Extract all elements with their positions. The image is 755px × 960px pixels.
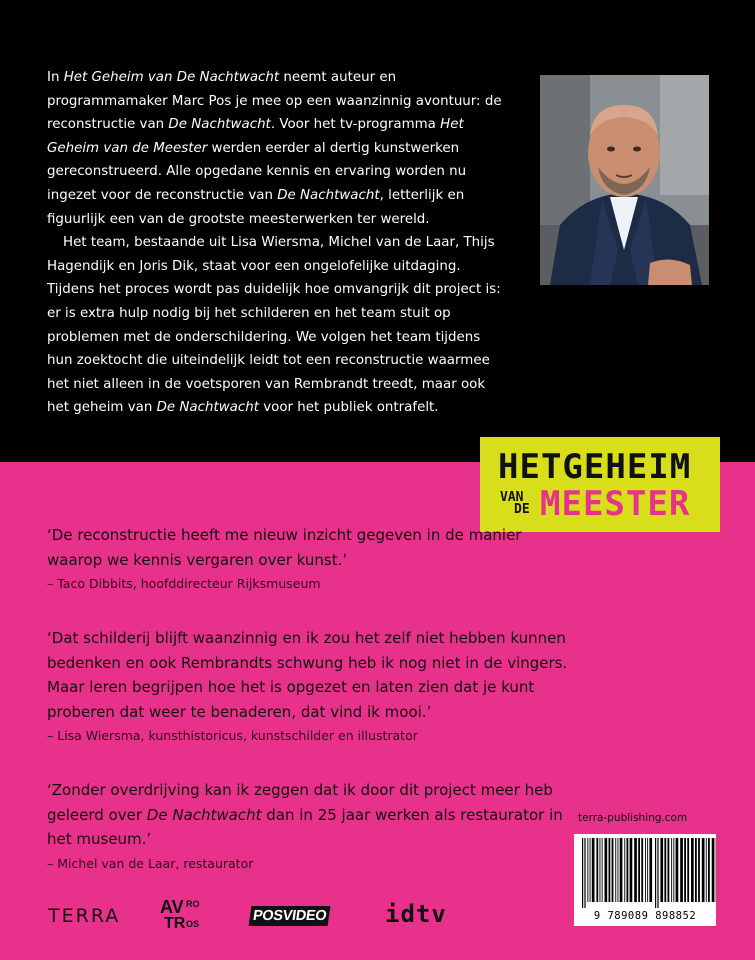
quote-attribution: – Lisa Wiersma, kunsthistoricus, kunstschilder en illustrator	[47, 728, 418, 743]
quote-attribution: – Taco Dibbits, hoofddirecteur Rijksmuseum	[47, 576, 321, 591]
barcode-bar	[620, 838, 623, 902]
barcode-bar	[612, 838, 614, 902]
barcode-bar	[664, 838, 666, 902]
barcode-bar	[695, 838, 697, 902]
author-portrait-illustration	[540, 75, 709, 285]
barcode-bar	[673, 838, 674, 902]
barcode-bar	[660, 838, 663, 902]
logo-het-geheim: HETGEHEIM	[498, 447, 692, 487]
barcode-bar	[668, 838, 670, 902]
barcode-bar	[605, 838, 608, 902]
barcode-bar	[596, 838, 598, 902]
avrotros-logo	[160, 898, 220, 938]
barcode-bar	[592, 838, 595, 902]
quote-text: ‘Dat schilderij blijft waanzinnig en ik zou het zelf niet hebben kunnen bedenken en ook Rembrandts schwung heb ik nog niet in de vingers. Maar leren begrijpen hoe het is opgezet en laten zien dat je kunt proberen dat weer te benaderen, dat vind ik mooi.’	[47, 629, 568, 721]
idtv-logo: idtv	[385, 900, 447, 928]
barcode-bar	[627, 838, 629, 902]
barcode-bar	[634, 838, 637, 902]
barcode-bar	[680, 838, 683, 902]
barcode-bar	[615, 838, 616, 902]
barcode-bar	[630, 838, 633, 902]
quote-2	[47, 626, 577, 745]
barcode-bar	[691, 838, 694, 902]
barcode-bar	[645, 838, 646, 902]
logo-de: DE	[514, 502, 530, 517]
barcode-bar	[600, 838, 601, 902]
quote-text: ‘Zonder overdrijving kan ik zeggen dat ik door dit project meer heb geleerd over De Nachtwacht dan in 25 jaar werken als restaurator in het museum.’	[47, 781, 563, 848]
barcode-bar	[684, 838, 686, 902]
publisher-website: terra-publishing.com	[578, 812, 688, 824]
barcode-bar	[702, 838, 705, 902]
barcode-bar	[708, 838, 710, 902]
blurb-text	[47, 66, 507, 420]
quote-attribution: – Michel van de Laar, restaurator	[47, 855, 254, 871]
barcode-bars	[574, 834, 716, 910]
barcode-bar	[602, 838, 603, 902]
barcode-bar	[649, 838, 652, 902]
posvideo-logo: POSVIDEO	[249, 906, 331, 926]
barcode-bar	[590, 838, 591, 902]
author-photo	[540, 75, 709, 285]
avrotros-os: OS	[186, 919, 200, 929]
blurb-paragraph-2: Het team, bestaande uit Lisa Wiersma, Michel van de Laar, Thijs Hagendijk en Joris Dik, staat voor een ongelofelijke uitdaging. Tijdens het proces wordt pas duidelijk hoe omvangrijk dit project is: er is extra hulp nodig bij het schilderen en het team stuit op problemen met de onderschildering. We volgen het team tijdens hun zoektocht die uiteindelijk leidt tot een reconstructie waarmee het niet alleen in de voetsporen van Rembrandt treedt, maar ook het geheim van De Nachtwacht voor het publiek ontrafelt.	[47, 235, 501, 416]
terra-logo: TERRA	[48, 905, 121, 927]
isbn-barcode	[574, 834, 716, 926]
barcode-bar	[676, 838, 679, 902]
avrotros-tr: TR	[164, 915, 186, 932]
barcode-bar	[641, 838, 643, 902]
barcode-bar	[687, 838, 689, 902]
logo-van: VAN	[500, 490, 524, 505]
barcode-bar	[638, 838, 640, 902]
barcode-bar	[584, 838, 585, 908]
barcode-bar	[609, 838, 611, 902]
barcode-bar	[582, 838, 583, 908]
quote-1	[47, 523, 577, 593]
barcode-bar	[706, 838, 707, 902]
barcode-bar	[587, 838, 588, 902]
barcode-bar	[624, 838, 625, 902]
quote-3	[47, 778, 577, 873]
barcode-bar	[655, 838, 656, 908]
barcode-bar	[618, 838, 619, 902]
barcode-bar	[647, 838, 648, 902]
barcode-bar	[657, 838, 658, 908]
logo-meester: MEESTER	[540, 484, 691, 524]
series-logo	[480, 437, 720, 532]
logo-van-de	[500, 492, 530, 516]
isbn-number: 9 789089 898852	[593, 910, 697, 922]
avrotros-ro: RO	[186, 899, 200, 909]
barcode-bar	[712, 838, 715, 902]
barcode-bar	[671, 838, 672, 902]
blurb-paragraph-1: In Het Geheim van De Nachtwacht neemt auteur en programmamaker Marc Pos je mee op een waanzinnig avontuur: de reconstructie van De Nachtwacht. Voor het tv-programma Het Geheim van de Meester werden eerder al dertig kunstwerken gereconstrueerd. Alle opgedane kennis en ervaring worden nu ingezet voor de reconstructie van De Nachtwacht, letterlijk en figuurlijk een van de grootste meesterwerken ter wereld.	[47, 70, 502, 227]
avrotros-av: AV	[160, 897, 184, 917]
quote-text: ‘De reconstructie heeft me nieuw inzicht gegeven in de manier waarop we kennis vergaren over kunst.’	[47, 526, 522, 569]
barcode-bar	[698, 838, 700, 902]
